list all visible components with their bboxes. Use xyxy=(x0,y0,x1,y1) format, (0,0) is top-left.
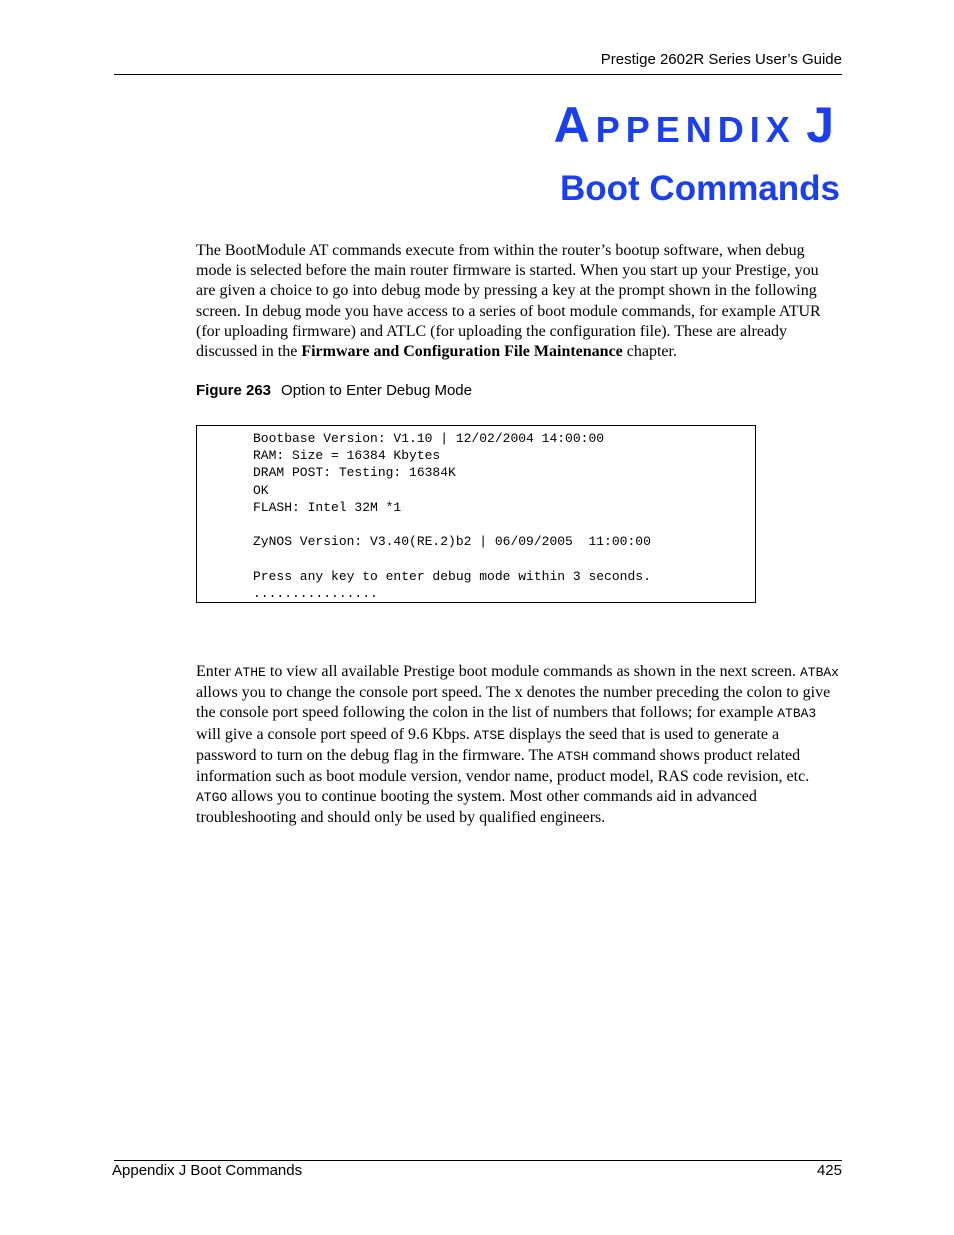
page-number: 425 xyxy=(816,1162,842,1179)
commands-text: to view all available Prestige boot module commands as shown in the next screen. xyxy=(265,663,800,680)
figure-number: Figure 263 xyxy=(196,382,272,399)
console-line: ................ xyxy=(253,585,378,601)
intro-text-start: The BootModule AT commands execute from within the router’s bootup software, when debug mode is selected before the main router firmware is started. When you start up your Prestige, you are given a choice to go into debug mode by pressing a key at the prompt shown in the following screen. In debug mode you have access to a series of boot module commands, for example ATUR (for uploading firmware) and ATLC (for uploading the configuration file). These are already discussed in the xyxy=(196,242,821,361)
command-atse: ATSE xyxy=(473,727,505,743)
figure-caption xyxy=(196,382,472,399)
command-atbax: ATBAx xyxy=(799,665,839,680)
commands-text: will give a console port speed of 9.6 Kbps. xyxy=(196,725,474,743)
figure-caption-text: Option to Enter Debug Mode xyxy=(281,382,472,399)
commands-text: Enter xyxy=(196,663,235,680)
chapter-title: Boot Commands xyxy=(560,169,840,208)
appendix-first-letter: A xyxy=(553,97,596,153)
console-line xyxy=(253,550,651,567)
footer-section-title: Appendix J Boot Commands xyxy=(112,1162,303,1179)
console-line xyxy=(253,516,651,533)
intro-bold-chapter-ref: Firmware and Configuration File Maintenance xyxy=(301,343,623,361)
console-line: OK xyxy=(253,482,269,498)
console-line: Press any key to enter debug mode within 3 seconds. xyxy=(253,568,651,584)
console-line: FLASH: Intel 32M *1 xyxy=(253,499,402,515)
command-atsh: ATSH xyxy=(557,748,589,764)
commands-text: command shows product related information such as boot module version, vendor name, product model, RAS code revision, etc. xyxy=(196,746,810,786)
footer-rule xyxy=(114,1160,842,1161)
console-output xyxy=(253,430,651,602)
commands-text: allows you to continue booting the system. Most other commands aid in advanced troubleshooting and should only be used by qualified engineers. xyxy=(196,788,757,827)
intro-paragraph xyxy=(196,241,842,362)
commands-paragraph xyxy=(196,662,842,829)
commands-text: displays the seed that is used to generate a password to turn on the debug flag in the firmware. The xyxy=(196,725,780,764)
console-screen xyxy=(196,425,756,603)
console-line: RAM: Size = 16384 Kbytes xyxy=(253,448,441,464)
intro-text-end: chapter. xyxy=(622,343,677,361)
command-athe: ATHE xyxy=(234,665,266,680)
console-line: ZyNOS Version: V3.40(RE.2)b2 | 06/09/2005 11:00:00 xyxy=(253,534,651,550)
appendix-letter: J xyxy=(806,97,840,153)
running-header: Prestige 2602R Series User’s Guide xyxy=(600,51,842,68)
command-atgo: ATGO xyxy=(196,790,228,806)
appendix-title xyxy=(114,97,840,153)
commands-text: allows you to change the console port speed. The x denotes the number preceding the colon to give the console port speed following the colon in the list of numbers that follows; for example xyxy=(196,684,831,722)
appendix-word-rest: PPENDIX xyxy=(595,109,796,150)
console-line: DRAM POST: Testing: 16384K xyxy=(253,465,456,481)
command-atba3: ATBA3 xyxy=(777,706,817,722)
console-line: Bootbase Version: V1.10 | 12/02/2004 14:00:00 xyxy=(253,431,605,446)
header-rule xyxy=(114,74,842,75)
